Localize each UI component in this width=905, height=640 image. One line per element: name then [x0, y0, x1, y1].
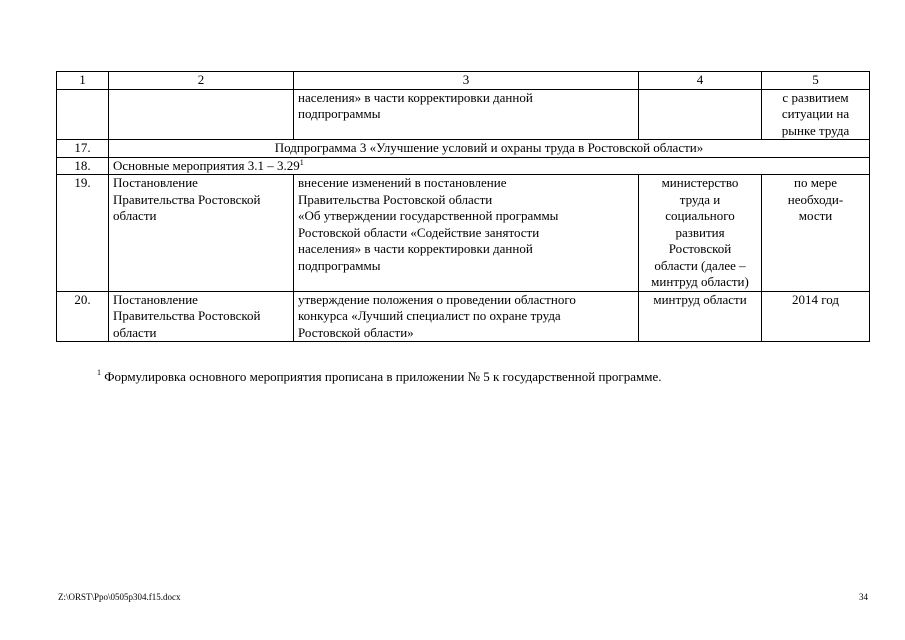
text-line: области [113, 324, 157, 340]
text-line: области [113, 208, 157, 223]
text-line: развития [675, 224, 725, 240]
table-header-row [57, 72, 870, 90]
measures-table [56, 71, 870, 342]
footnote-reference[interactable]: 1 [299, 157, 304, 167]
cell-num [57, 89, 109, 140]
cell-content [294, 89, 639, 140]
header-cell-2: 2 [109, 72, 294, 90]
text-line: Ростовской области» [298, 324, 414, 340]
text-line: населения» в части корректировки данной [298, 241, 533, 256]
footnote [97, 369, 661, 385]
row-number: 17. [57, 140, 109, 158]
text-line: необходи- [787, 191, 844, 207]
text-line: минтруд области) [651, 274, 749, 289]
cell-document [109, 291, 294, 342]
table-row-18 [57, 157, 870, 175]
cell-deadline [762, 175, 870, 292]
subprogram-title: Подпрограмма 3 «Улучшение условий и охраны труда в Ростовской области» [109, 140, 870, 158]
text-line: подпрограммы [298, 257, 381, 273]
cell-content [294, 175, 639, 292]
text-line: рынке труда [781, 122, 850, 138]
cell-document [109, 89, 294, 140]
row-number: 18. [57, 157, 109, 175]
footnote-mark: 1 [97, 368, 101, 377]
cell-content [294, 291, 639, 342]
text-line: минтруд области [653, 291, 747, 307]
row-number: 19. [57, 175, 109, 292]
text-line: Правительства Ростовской [113, 308, 261, 323]
cell-executor [639, 175, 762, 292]
cell-executor [639, 89, 762, 140]
header-cell-1: 1 [57, 72, 109, 90]
text-line: подпрограммы [298, 106, 381, 121]
text-line: населения» в части корректировки данной [298, 89, 533, 105]
cell-document [109, 175, 294, 292]
header-cell-3: 3 [294, 72, 639, 90]
text-line: области (далее – [654, 257, 746, 273]
text-line: труда и [679, 191, 721, 207]
cell-executor [639, 291, 762, 342]
footnote-text: Формулировка основного мероприятия прописана в приложении № 5 к государственной программе. [104, 369, 662, 384]
header-cell-5: 5 [762, 72, 870, 90]
table-row-17 [57, 140, 870, 158]
row-number: 20. [57, 291, 109, 342]
text-line: с развитием [782, 89, 849, 105]
file-path: Z:\ORST\Ppo\0505p304.f15.docx [58, 592, 181, 602]
main-measures-cell [109, 157, 870, 175]
text-line: Постановление [113, 291, 198, 307]
text-line: внесение изменений в постановление [298, 175, 507, 190]
page-number: 34 [859, 592, 868, 602]
table-row-19 [57, 175, 870, 292]
table-row-20 [57, 291, 870, 342]
text-line: Правительства Ростовской [113, 191, 261, 207]
text-line: 2014 год [792, 291, 839, 307]
text-line: Постановление [113, 175, 198, 190]
text-line: Ростовской области «Содействие занятости [298, 224, 540, 240]
table-row-continuation [57, 89, 870, 140]
text-line: Правительства Ростовской области [298, 191, 493, 207]
cell-deadline [762, 89, 870, 140]
text-line: конкурса «Лучший специалист по охране труда [298, 308, 561, 323]
text-line: ситуации на [781, 106, 850, 121]
text-line: мости [798, 208, 833, 223]
text-line: министерство [661, 175, 739, 190]
text-line: по мере [794, 175, 837, 190]
text-line: «Об утверждении государственной программы [298, 208, 559, 223]
text-line: утверждение положения о проведении областного [298, 291, 576, 307]
main-measures-text: Основные мероприятия 3.1 – 3.29 [113, 157, 300, 173]
text-line: социального [665, 208, 735, 223]
cell-deadline [762, 291, 870, 342]
text-line: Ростовской [668, 241, 732, 256]
header-cell-4: 4 [639, 72, 762, 90]
